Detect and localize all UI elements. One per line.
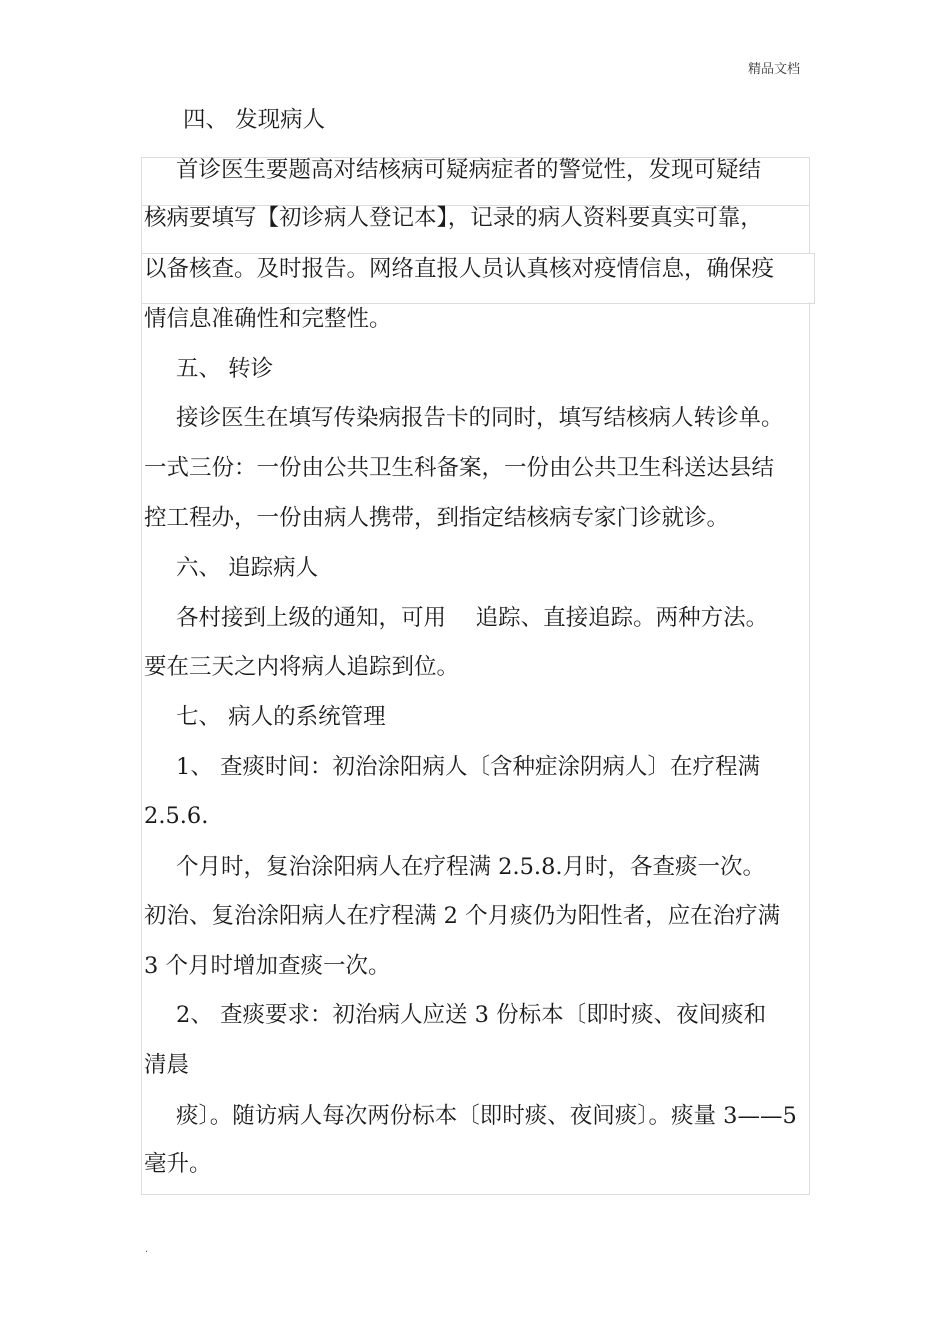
paragraph-line: 毫升。 <box>144 1151 212 1177</box>
section-heading-6: 六、 追踪病人 <box>176 555 319 581</box>
paragraph-line: 2、 查痰要求：初治病人应送 3 份标本〔即时痰、夜间痰和 <box>176 1002 767 1028</box>
section-heading-7: 七、 病人的系统管理 <box>176 704 386 730</box>
paragraph-line: 以备核查。及时报告。网络直报人员认真核对疫情信息，确保疫 <box>144 256 775 282</box>
paragraph-line: 一式三份：一份由公共卫生科备案，一份由公共卫生科送达县结 <box>144 455 775 481</box>
section-heading-4: 四、 发现病人 <box>183 107 326 133</box>
paragraph-line: 接诊医生在填写传染病报告卡的同时，填写结核病人转诊单。 <box>176 405 784 431</box>
header-mark: 精品文档 <box>748 62 801 77</box>
paragraph-line: 2.5.6. <box>144 803 209 829</box>
paragraph-line: 首诊医生要题高对结核病可疑病症者的警觉性，发现可疑结 <box>176 157 762 183</box>
paragraph-line: 核病要填写【初诊病人登记本】，记录的病人资料要真实可靠， <box>144 205 763 231</box>
paragraph-line: 3 个月时增加查痰一次。 <box>144 953 391 979</box>
footer-mark: . <box>145 1244 149 1255</box>
paragraph-line: 清晨 <box>144 1052 190 1078</box>
paragraph-line: 控工程办，一份由病人携带，到指定结核病专家门诊就诊。 <box>144 505 730 531</box>
paragraph-line: 个月时，复治涂阳病人在疗程满 2.5.8.月时，各查痰一次。 <box>176 854 766 880</box>
paragraph-line: 初治、复治涂阳病人在疗程满 2 个月痰仍为阳性者，应在治疗满 <box>144 903 781 929</box>
paragraph-line: 要在三天之内将病人追踪到位。 <box>144 654 460 680</box>
paragraph-line: 痰〕。随访病人每次两份标本〔即时痰、夜间痰〕。痰量 3——5 <box>176 1103 797 1129</box>
section-heading-5: 五、 转诊 <box>176 356 274 382</box>
paragraph-line: 1、 查痰时间：初治涂阳病人〔含种症涂阴病人〕在疗程满 <box>176 754 760 780</box>
paragraph-line: 情信息准确性和完整性。 <box>144 306 392 332</box>
paragraph-line: 各村接到上级的通知，可用 追踪、直接追踪。两种方法。 <box>176 605 769 631</box>
